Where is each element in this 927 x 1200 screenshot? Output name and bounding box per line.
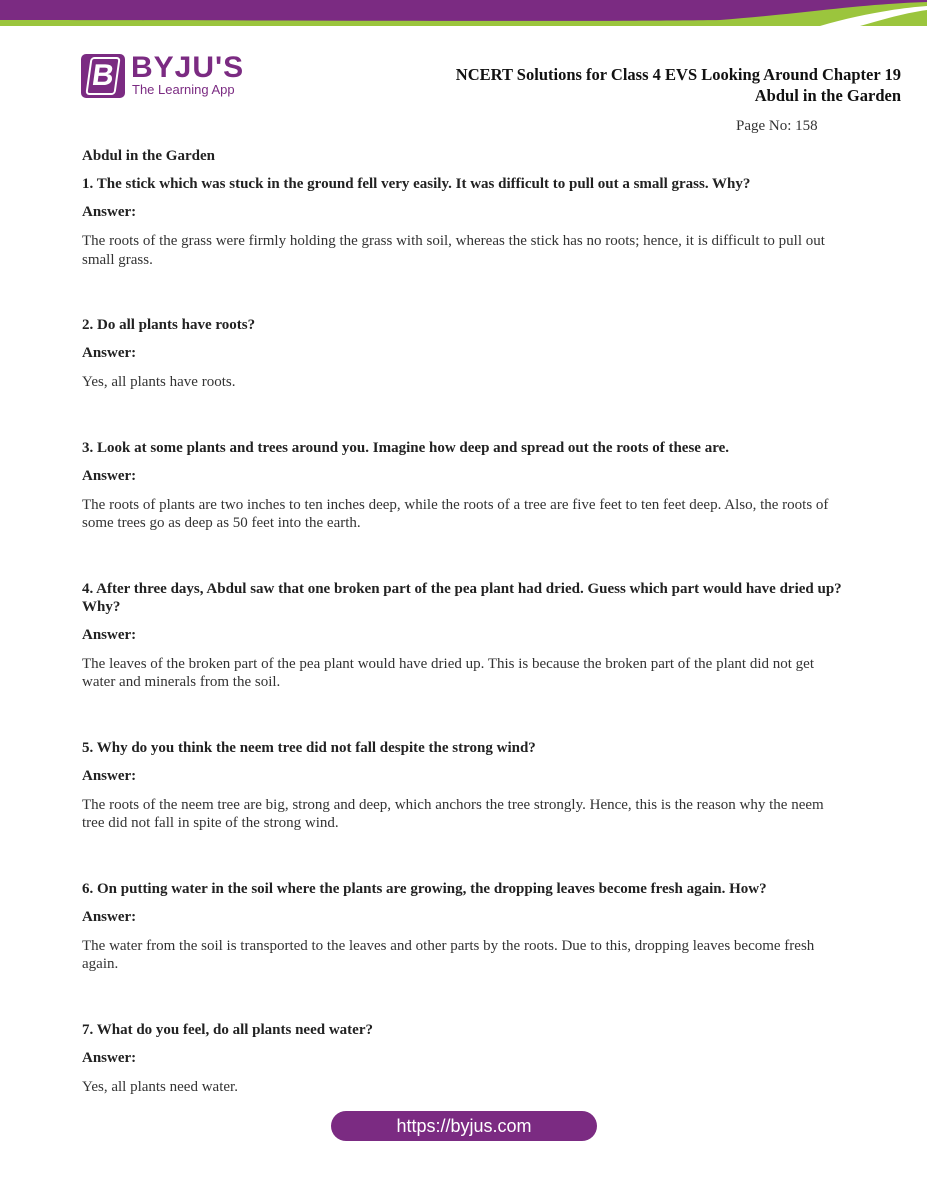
answer-3: The roots of plants are two inches to ten inches deep, while the roots of a tree are five feet to ten feet deep. Also, the roots of some trees go as deep as 50 feet into the earth. xyxy=(82,496,829,531)
question-1: 1. The stick which was stuck in the ground fell very easily. It was difficult to pull out a small grass. Why? xyxy=(82,176,751,192)
answer-label-3: Answer: xyxy=(82,467,137,484)
answer-6: The water from the soil is transported to the leaves and other parts by the roots. Due to this, dropping leaves become fresh again. xyxy=(82,937,815,972)
spacer xyxy=(82,974,842,1012)
qa-item-5 xyxy=(82,739,842,833)
question-4: 4. After three days, Abdul saw that one broken part of the pea plant had dried. Guess which part would have dried up? Why? xyxy=(82,580,842,615)
answer-5: The roots of the neem tree are big, strong and deep, which anchors the tree strongly. Hence, this is the reason why the neem tree did not fall in spite of the strong wind. xyxy=(82,796,824,831)
answer-label-7: Answer: xyxy=(82,1049,137,1066)
answer-label-6: Answer: xyxy=(82,908,137,925)
document-header-title xyxy=(456,64,901,106)
qa-item-2 xyxy=(82,316,842,392)
answer-label-5: Answer: xyxy=(82,767,137,784)
answer-label-1: Answer: xyxy=(82,204,137,220)
question-6: 6. On putting water in the soil where the plants are growing, the dropping leaves become fresh again. How? xyxy=(82,880,767,897)
logo-mark xyxy=(81,54,125,98)
question-2: 2. Do all plants have roots? xyxy=(82,317,256,333)
question-3: 3. Look at some plants and trees around you. Imagine how deep and spread out the roots of these are. xyxy=(82,439,729,456)
answer-2: Yes, all plants have roots. xyxy=(82,374,236,390)
answer-1: The roots of the grass were firmly holding the grass with soil, whereas the stick has no roots; hence, it is difficult to pull out small grass. xyxy=(82,233,825,268)
spacer xyxy=(82,392,842,430)
question-5: 5. Why do you think the neem tree did not fall despite the strong wind? xyxy=(82,739,536,756)
header-title-line-2: Abdul in the Garden xyxy=(754,86,901,105)
top-decorative-band xyxy=(0,0,927,34)
document-body xyxy=(82,146,842,1096)
qa-item-4 xyxy=(82,580,842,692)
page-number: Page No: 158 xyxy=(736,118,818,134)
answer-label-2: Answer: xyxy=(82,345,137,361)
byjus-logo xyxy=(81,51,251,100)
spacer xyxy=(82,833,842,871)
qa-item-3 xyxy=(82,439,842,533)
header-title-line-1: NCERT Solutions for Class 4 EVS Looking Around Chapter 19 xyxy=(455,65,901,84)
answer-label-4: Answer: xyxy=(82,626,137,643)
qa-item-7 xyxy=(82,1021,842,1097)
answer-7: Yes, all plants need water. xyxy=(82,1078,238,1095)
logo-wordmark: BYJU'S xyxy=(131,51,245,84)
spacer xyxy=(82,269,842,307)
logo-tagline: The Learning App xyxy=(132,82,235,97)
answer-4: The leaves of the broken part of the pea plant would have dried up. This is because the broken part of the plant did not get water and minerals from the soil. xyxy=(82,655,814,690)
chapter-heading: Abdul in the Garden xyxy=(82,148,215,164)
footer-url-link[interactable]: https://byjus.com xyxy=(331,1111,597,1141)
qa-item-6 xyxy=(82,880,842,974)
question-7: 7. What do you feel, do all plants need water? xyxy=(82,1021,373,1038)
logo-letter: B xyxy=(85,57,120,95)
qa-item-1 xyxy=(82,175,842,269)
spacer xyxy=(82,692,842,730)
spacer xyxy=(82,533,842,571)
